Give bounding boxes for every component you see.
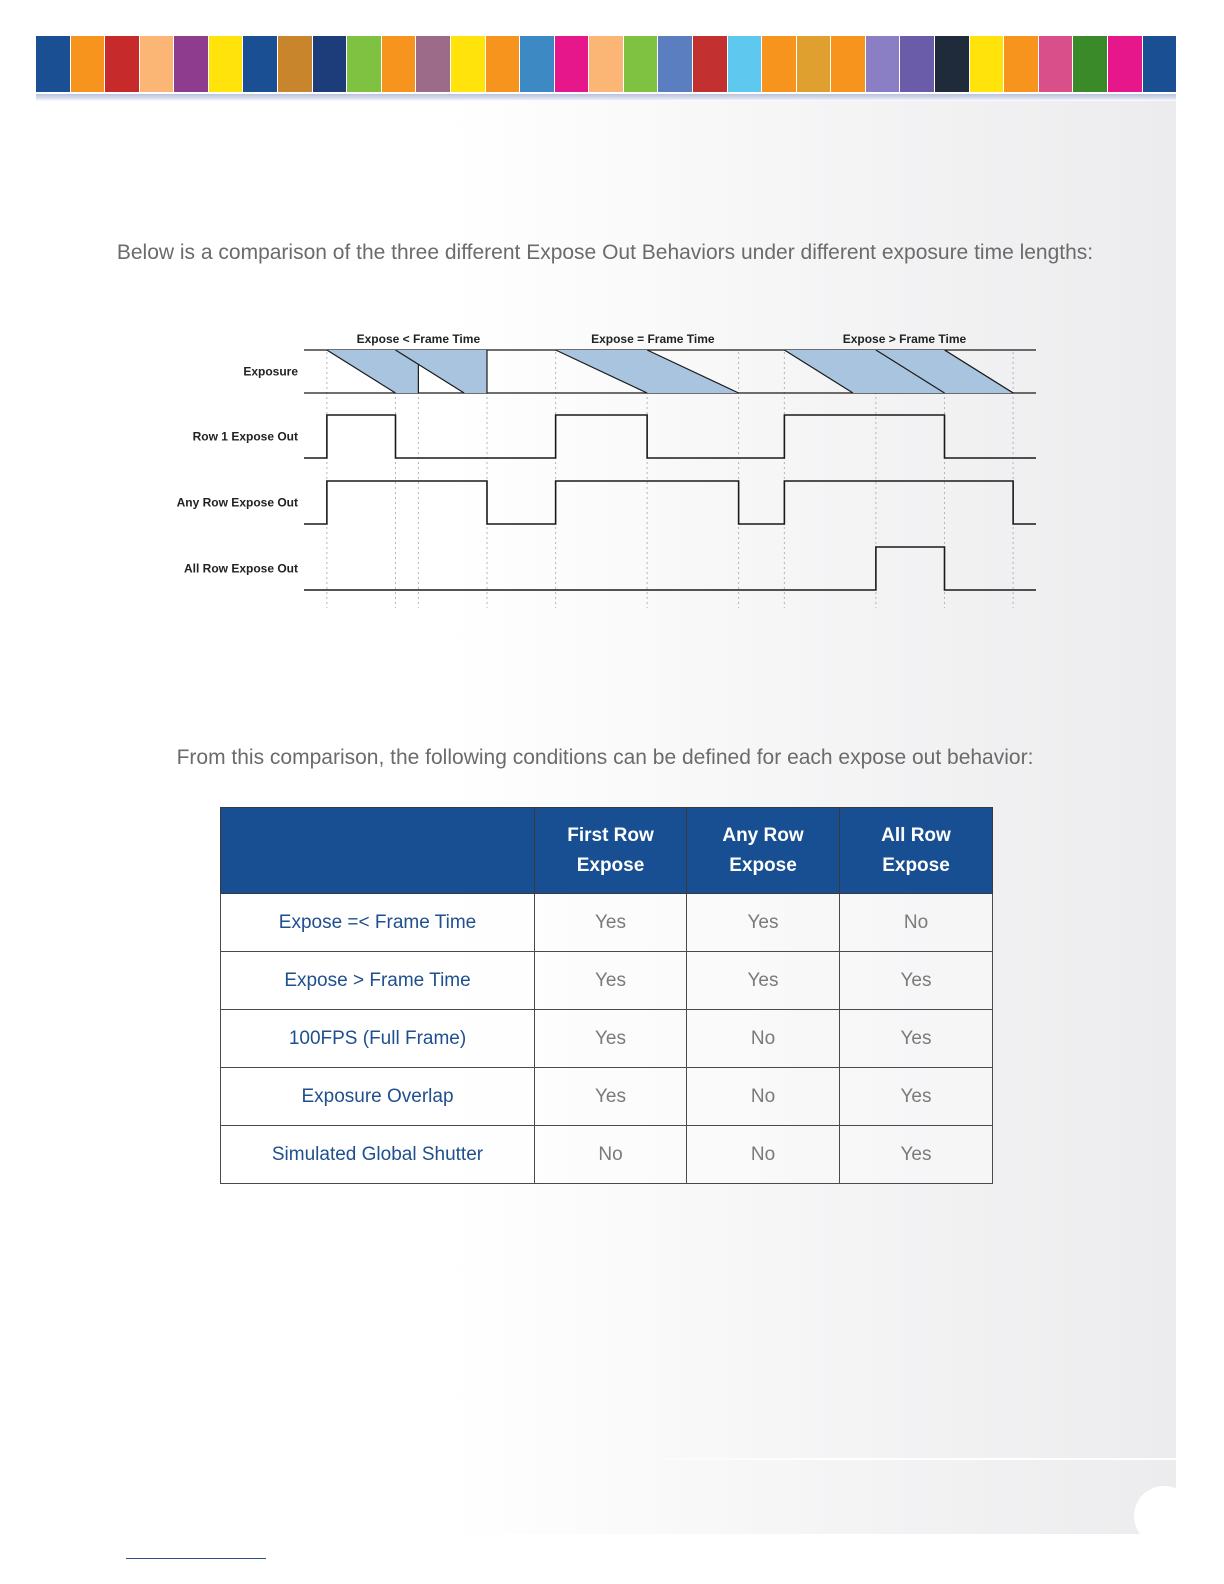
banner-tile <box>658 36 692 92</box>
signal-waveform <box>304 547 1036 590</box>
intro-paragraph: Below is a comparison of the three different Expose Out Behaviors under different exposure time lengths: <box>116 241 1094 264</box>
table-cell: Yes <box>535 1068 687 1126</box>
row-label: Expose =< Frame Time <box>221 894 535 952</box>
table-cell: No <box>687 1068 840 1126</box>
banner-tile <box>278 36 312 92</box>
banner-tile <box>797 36 831 92</box>
expose-out-conditions-table <box>220 807 993 1184</box>
banner-tile <box>866 36 900 92</box>
table-cell: Yes <box>840 1068 993 1126</box>
banner-tile <box>451 36 485 92</box>
row-label: 100FPS (Full Frame) <box>221 1010 535 1068</box>
exposure-window <box>556 350 739 393</box>
header-first-row-expose <box>535 808 687 894</box>
table-row <box>221 1010 993 1068</box>
banner-tile <box>1073 36 1107 92</box>
banner-tile <box>347 36 381 92</box>
banner-tile <box>243 36 277 92</box>
header-label: All Row Expose <box>881 824 951 876</box>
banner-tile <box>693 36 727 92</box>
row-label: Exposure Overlap <box>221 1068 535 1126</box>
banner-tile <box>900 36 934 92</box>
table-cell: Yes <box>840 1010 993 1068</box>
header-empty-cell <box>221 808 535 894</box>
row-label: Simulated Global Shutter <box>221 1126 535 1184</box>
table-cell: No <box>535 1126 687 1184</box>
banner-tile <box>416 36 450 92</box>
banner-tile <box>486 36 520 92</box>
signal-waveform <box>304 415 1036 458</box>
banner-tile <box>140 36 174 92</box>
footnote-rule <box>126 1558 266 1559</box>
footer-divider <box>600 1458 1176 1460</box>
table-cell: Yes <box>535 952 687 1010</box>
table-cell: Yes <box>687 952 840 1010</box>
header-label: Any Row Expose <box>722 824 804 876</box>
section-title: Expose < Frame Time <box>356 332 481 346</box>
table-cell: Yes <box>535 894 687 952</box>
signal-waveform <box>304 481 1036 524</box>
banner-tile <box>970 36 1004 92</box>
signal-label: Row 1 Expose Out <box>192 429 298 444</box>
table-header-row <box>221 808 993 894</box>
table-cell: Yes <box>840 952 993 1010</box>
table-cell: Yes <box>840 1126 993 1184</box>
header-any-row-expose <box>687 808 840 894</box>
banner-tile <box>589 36 623 92</box>
banner-tile <box>313 36 347 92</box>
table-cell: No <box>687 1126 840 1184</box>
table-cell: Yes <box>687 894 840 952</box>
table-row <box>221 1068 993 1126</box>
conditions-paragraph: From this comparison, the following conditions can be defined for each expose out behavior: <box>176 746 1034 769</box>
table-row <box>221 952 993 1010</box>
header-image-banner <box>36 36 1176 92</box>
timing-diagram <box>160 322 1060 622</box>
banner-tile <box>105 36 139 92</box>
banner-tile <box>1108 36 1142 92</box>
banner-tile <box>1039 36 1073 92</box>
banner-tile <box>174 36 208 92</box>
banner-tile <box>728 36 762 92</box>
banner-tile <box>555 36 589 92</box>
signal-label: All Row Expose Out <box>183 561 298 576</box>
row-label: Expose > Frame Time <box>221 952 535 1010</box>
banner-tile <box>762 36 796 92</box>
section-title: Expose > Frame Time <box>842 332 967 346</box>
banner-tile <box>831 36 865 92</box>
section-title: Expose = Frame Time <box>591 332 715 346</box>
banner-tile <box>520 36 554 92</box>
page-corner-tab <box>1134 1486 1194 1546</box>
signal-label: Any Row Expose Out <box>176 495 298 510</box>
header-all-row-expose <box>840 808 993 894</box>
header-label: First Row Expose <box>567 824 654 876</box>
exposure-window <box>327 350 419 393</box>
banner-rule <box>36 94 1176 101</box>
banner-tile <box>36 36 70 92</box>
table-cell: Yes <box>535 1010 687 1068</box>
table-cell: No <box>840 894 993 952</box>
table-cell: No <box>687 1010 840 1068</box>
table-row <box>221 1126 993 1184</box>
banner-tile <box>935 36 969 92</box>
table-row <box>221 894 993 952</box>
exposure-label: Exposure <box>243 364 298 379</box>
banner-tile <box>71 36 105 92</box>
banner-tile <box>209 36 243 92</box>
banner-tile <box>1004 36 1038 92</box>
banner-tile <box>1143 36 1177 92</box>
banner-tile <box>624 36 658 92</box>
banner-tile <box>382 36 416 92</box>
